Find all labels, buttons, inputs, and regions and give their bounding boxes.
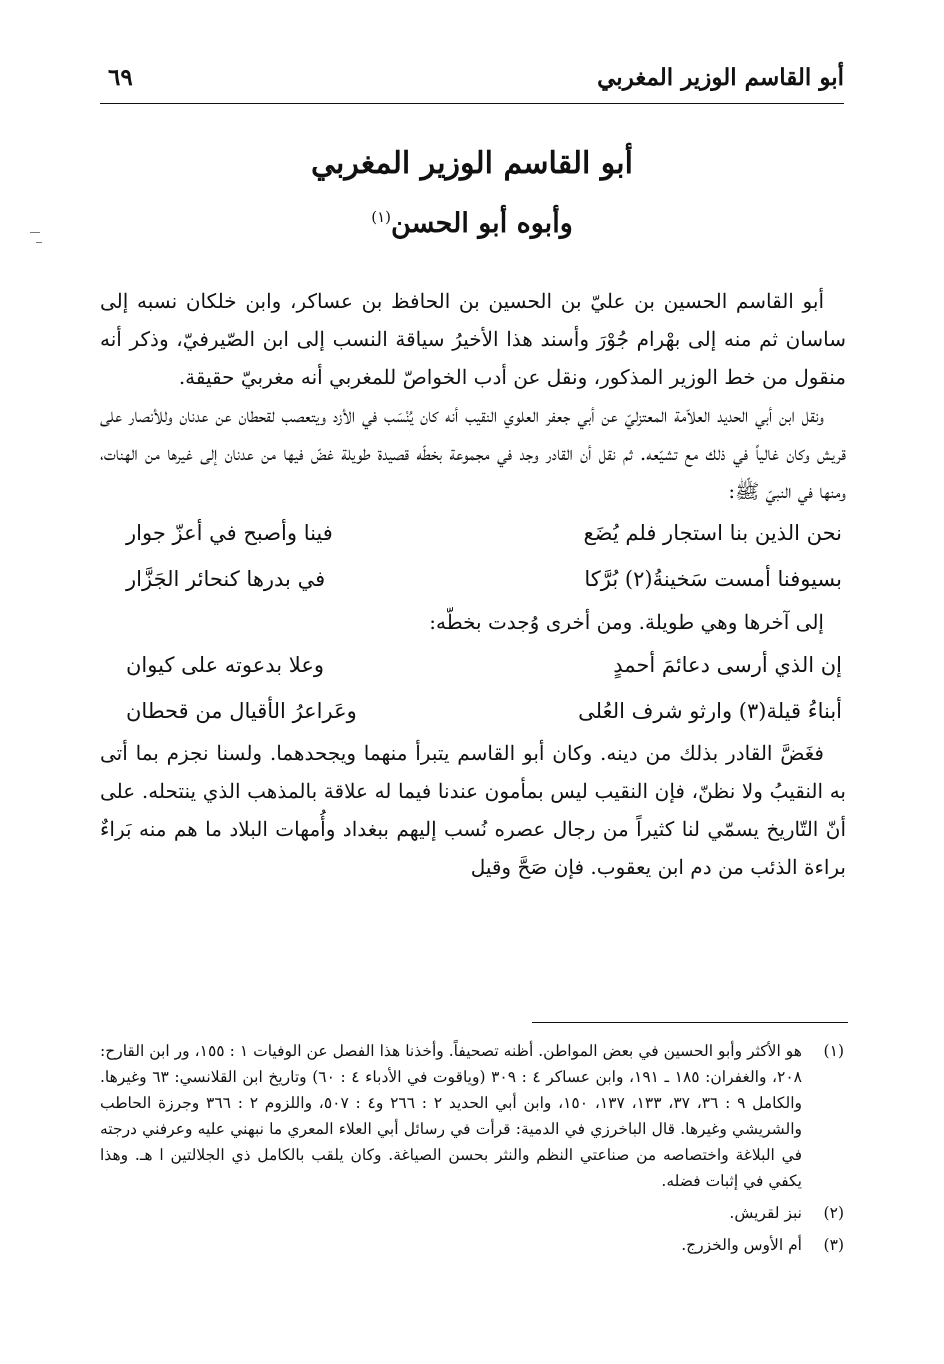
footnote-rule bbox=[532, 1022, 848, 1023]
verse-1-second-hemistich: فينا وأصبح في أعزّ جوار bbox=[126, 521, 333, 545]
footnote-number: (٢) bbox=[823, 1204, 844, 1222]
verse-4-second-hemistich: وعَراعرُ الأقيال من قحطان bbox=[126, 699, 357, 723]
footnote-text: أم الأوس والخزرج. bbox=[681, 1236, 802, 1254]
chapter-subtitle-text: وأبوه أبو الحسن bbox=[391, 208, 573, 239]
footnote-number: (٣) bbox=[823, 1236, 844, 1254]
chapter-title: أبو القاسم الوزير المغربي bbox=[311, 146, 633, 181]
scan-mark bbox=[36, 242, 42, 243]
header-rule bbox=[100, 103, 844, 104]
footnote-3 bbox=[100, 1232, 844, 1258]
footnote-2 bbox=[100, 1200, 844, 1226]
page-number: ٦٩ bbox=[108, 64, 133, 91]
footnote-text: نبز لقريش. bbox=[729, 1204, 802, 1222]
footnote-ref-1[interactable]: (١) bbox=[371, 208, 392, 226]
verse-4-first-hemistich: أبناءُ قيلة(٣) وارثو شرف العُلى bbox=[578, 699, 842, 723]
paragraph-3: فغَضَّ القادر بذلك من دينه. وكان أبو القاسم يتبرأ منهما ويجحدهما. ولسنا نجزم بما أتى به النقيبُ ولا نظنّ، فإن النقيب ليس بمأمون عندنا فيما له علاقة بالمذهب الذي ينتحله. على أنّ التّاريخ يسمّي لنا كثيراً من رجال عصره نُسب إليهم ببغداد وأُمهات البلاد ما هم منه بَراءٌ براءة الذئب من دم ابن يعقوب. فإن صَحَّ وقيل bbox=[100, 741, 846, 879]
verse-1-first-hemistich: نحن الذين بنا استجار فلم يُضَع bbox=[583, 521, 842, 545]
running-title: أبو القاسم الوزير المغربي bbox=[597, 64, 844, 91]
verse-line-2 bbox=[100, 556, 846, 602]
verse-line-4 bbox=[100, 688, 846, 734]
running-header bbox=[108, 64, 844, 98]
verse-line-3 bbox=[100, 642, 846, 688]
footnote-number: (١) bbox=[823, 1042, 844, 1060]
chapter-title-block bbox=[100, 140, 844, 247]
verse-2-second-hemistich: في بدرها كنحائر الجَزَّار bbox=[126, 567, 326, 591]
scan-mark bbox=[30, 232, 40, 233]
verse-line-1 bbox=[100, 510, 846, 556]
verse-3-first-hemistich: إن الذي أرسى دعائمَ أحمدٍ bbox=[613, 653, 842, 677]
footnote-text: هو الأكثر وأبو الحسين في بعض المواطن. أظنه تصحيفاً. وأخذنا هذا الفصل عن الوفيات ١ : ١٥٥، ور ابن القارح: ٢٠٨، والغفران: ١٨٥ ـ ١٩١، وابن عساكر ٤ : ٣٠٩ (وياقوت في الأدباء ٤ : ٦٠) وتاريخ ابن القلانسي: ٦٣ وغيرها. والكامل ٩ : ٣٦، ٣٧، ١٣٣، ١٣٧، ١٥٠، وابن أبي الحديد ٢ : ٢٦٦ و٤ : ٥٠٧، واللزوم ٢ : ٣٦٦ وجرزة الحاطب والشريشي وغيرها. قال الباخرزي في الدمية: قرأت في رسائل أبي العلاء المعري ما نبهني عليه وعرفني درجته في البلاغة واختصاصه من صناعتي النظم والنثر بحسن الصياغة. وكان يلقب بالكامل ذي الجلالتين ا هـ. وهذا يكفي في إثبات فضله. bbox=[100, 1042, 803, 1190]
body-text bbox=[100, 282, 846, 886]
footnotes bbox=[100, 1038, 844, 1260]
footnote-1 bbox=[100, 1038, 844, 1194]
paragraph-1: أبو القاسم الحسين بن عليّ بن الحسين بن الحافظ بن عساكر، وابن خلكان نسبه إلى ساسان ثم منه إلى بهْرام جُوْرَ وأسند هذا الأخيرُ سياقة النسب إلى ابن الصّيرفيّ، وذكر أنه منقول من خط الوزير المذكور، ونقل عن أدب الخواصّ للمغربي أنه مغربيّ حقيقة. bbox=[100, 289, 846, 389]
chapter-subtitle bbox=[100, 194, 844, 247]
verse-3-second-hemistich: وعلا بدعوته على كيوان bbox=[126, 653, 325, 677]
verse-2-first-hemistich: بسيوفنا أمست سَخينةُ(٢) بُرَّكا bbox=[584, 567, 842, 591]
paragraph-2: ونقل ابن أبي الحديد العلاّمة المعتزليّ عن أبي جعفر العلوي النقيب أنه كان يُنْسَب في الأزد ويتعصب لقحطان عن عدنان وللأنصار على قريش وكان غالياً في ذلك مع تشيّعه. ثم نقل أن القادر وجد في مجموعة بخطّه قصيدة طويلة غضّ فيها من عدنان إلى غيرها من الهنات، ومنها في النبيّ ﷺ: bbox=[100, 403, 846, 503]
verse-intro: إلى آخرها وهي طويلة. ومن أخرى وُجدت بخطّه: bbox=[429, 610, 824, 634]
